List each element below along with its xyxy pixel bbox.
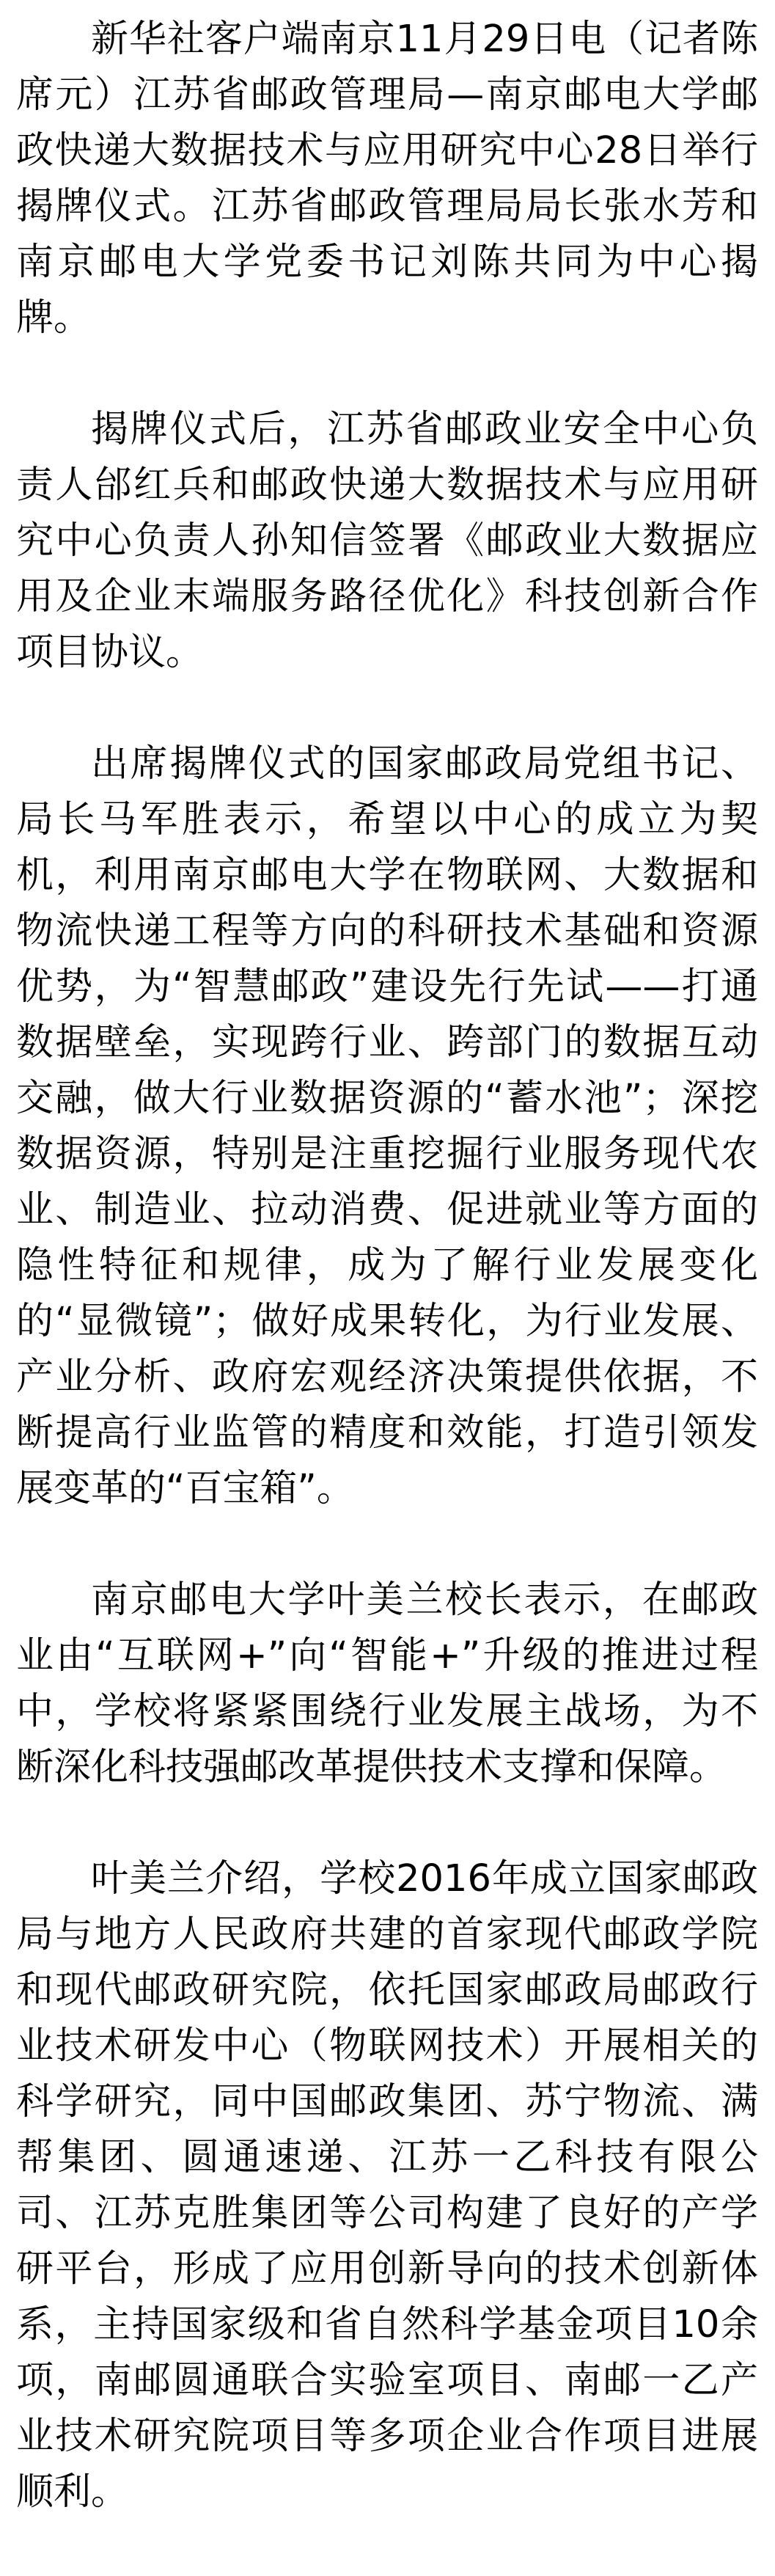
paragraph-1: 新华社客户端南京11月29日电（记者陈席元）江苏省邮政管理局—南京邮电大学邮政快递大数据技术与应用研究中心28日举行揭牌仪式。江苏省邮政管理局局长张水芳和南京邮电大学党委书记刘陈共同为中心揭牌。 <box>16 18 758 340</box>
paragraph-2: 揭牌仪式后，江苏省邮政业安全中心负责人邰红兵和邮政快递大数据技术与应用研究中心负责人孙知信签署《邮政业大数据应用及企业末端服务路径优化》科技创新合作项目协议。 <box>16 408 758 674</box>
paragraph-5: 叶美兰介绍，学校2016年成立国家邮政局与地方人民政府共建的首家现代邮政学院和现代邮政研究院，依托国家邮政局邮政行业技术研发中心（物联网技术）开展相关的科学研究，同中国邮政集团、苏宁物流、满帮集团、圆通速递、江苏一乙科技有限公司、江苏克胜集团等公司构建了良好的产学研平台，形成了应用创新导向的技术创新体系，主持国家级和省自然科学基金项目10余项，南邮圆通联合实验室项目、南邮一乙产业技术研究院项目等多项企业合作项目进展顺利。 <box>16 1857 758 2514</box>
article-body <box>16 12 758 2576</box>
paragraph-3: 出席揭牌仪式的国家邮政局党组书记、局长马军胜表示，希望以中心的成立为契机，利用南京邮电大学在物联网、大数据和物流快递工程等方向的科研技术基础和资源优势，为“智慧邮政”建设先行先试——打通数据壁垒，实现跨行业、跨部门的数据互动交融，做大行业数据资源的“蓄水池”；深挖数据资源，特别是注重挖掘行业服务现代农业、制造业、拉动消费、促进就业等方面的隐性特征和规律，成为了解行业发展变化的“显微镜”；做好成果转化，为行业发展、产业分析、政府宏观经济决策提供依据，不断提高行业监管的精度和效能，打造引领发展变革的“百宝箱”。 <box>16 742 758 1510</box>
paragraph-4: 南京邮电大学叶美兰校长表示，在邮政业由“互联网+”向“智能+”升级的推进过程中，学校将紧紧围绕行业发展主战场，为不断深化科技强邮改革提供技术支撑和保障。 <box>16 1578 758 1789</box>
